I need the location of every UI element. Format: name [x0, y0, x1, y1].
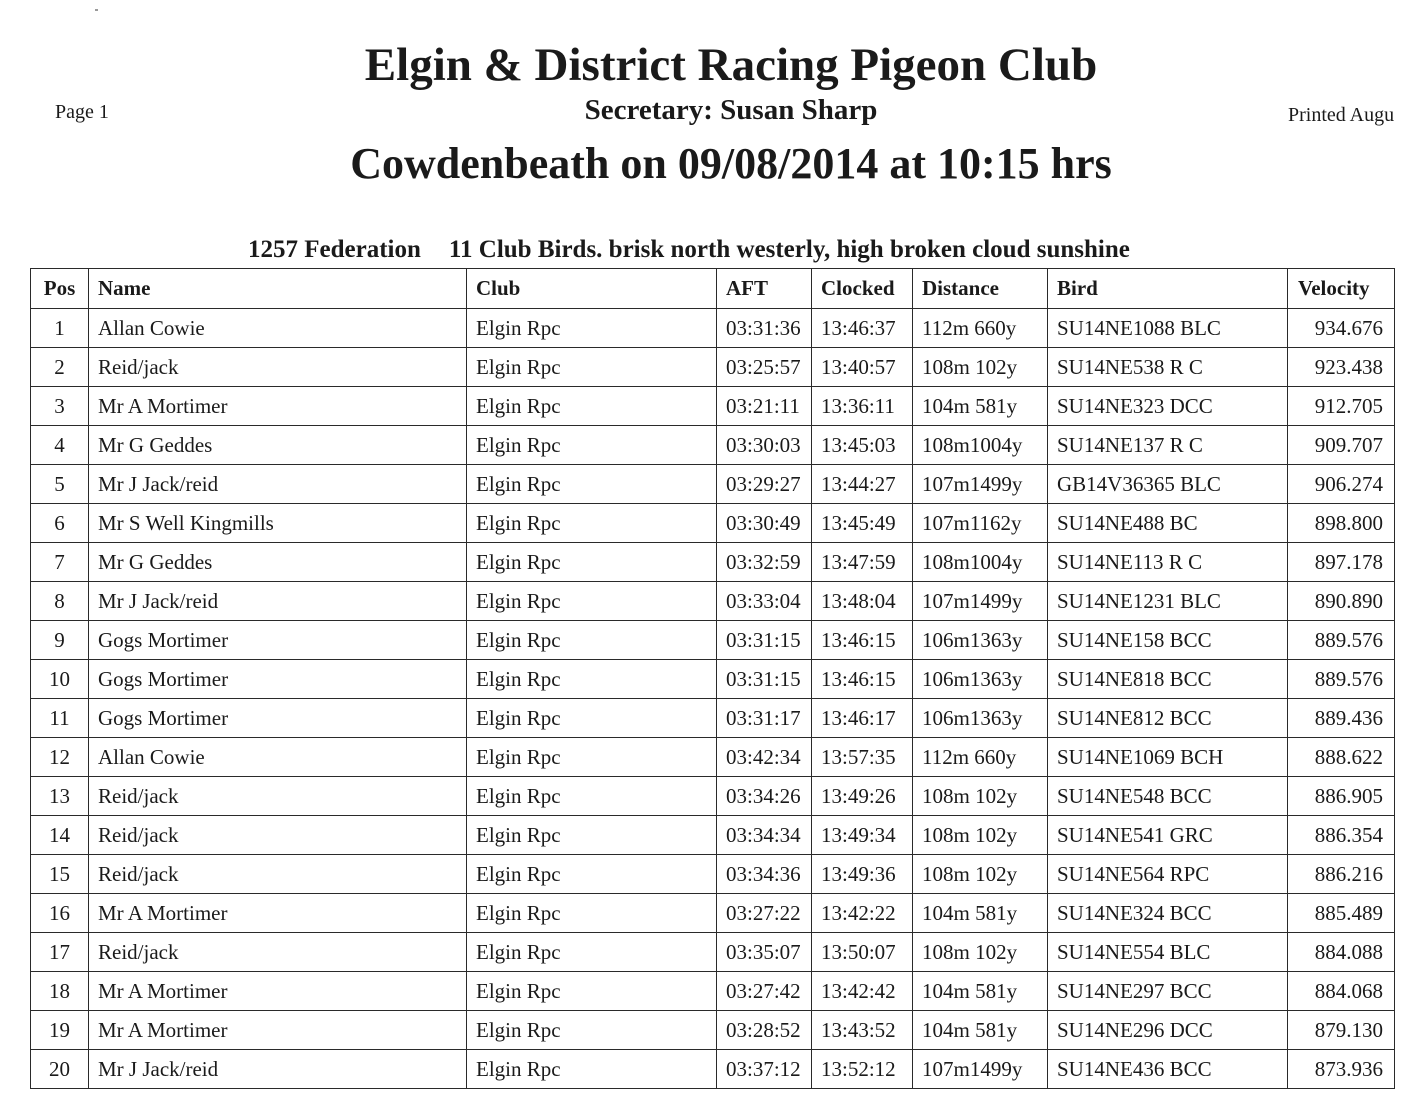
cell-name: Allan Cowie — [89, 309, 467, 348]
cell-aft: 03:30:03 — [717, 426, 812, 465]
cell-clocked: 13:44:27 — [812, 465, 913, 504]
cell-club: Elgin Rpc — [467, 1050, 717, 1089]
cell-aft: 03:34:26 — [717, 777, 812, 816]
cell-name: Allan Cowie — [89, 738, 467, 777]
race-conditions: 11 Club Birds. brisk north westerly, high broken cloud sunshine — [448, 236, 1130, 263]
cell-clocked: 13:48:04 — [812, 582, 913, 621]
cell-velocity: 884.088 — [1288, 933, 1395, 972]
cell-pos: 4 — [31, 426, 89, 465]
cell-velocity: 886.216 — [1288, 855, 1395, 894]
cell-bird: SU14NE488 BC — [1048, 504, 1288, 543]
cell-distance: 108m1004y — [913, 426, 1048, 465]
cell-club: Elgin Rpc — [467, 621, 717, 660]
cell-distance: 107m1499y — [913, 465, 1048, 504]
table-row — [31, 504, 1395, 543]
cell-name: Mr S Well Kingmills — [89, 504, 467, 543]
cell-velocity: 885.489 — [1288, 894, 1395, 933]
table-row — [31, 426, 1395, 465]
cell-distance: 106m1363y — [913, 660, 1048, 699]
cell-aft: 03:29:27 — [717, 465, 812, 504]
cell-name: Mr J Jack/reid — [89, 465, 467, 504]
cell-name: Mr G Geddes — [89, 426, 467, 465]
cell-club: Elgin Rpc — [467, 465, 717, 504]
club-title: Elgin & District Racing Pigeon Club — [364, 39, 1098, 91]
cell-bird: SU14NE323 DCC — [1048, 387, 1288, 426]
cell-bird: SU14NE548 BCC — [1048, 777, 1288, 816]
cell-aft: 03:31:17 — [717, 699, 812, 738]
cell-distance: 108m 102y — [913, 777, 1048, 816]
race-title: Cowdenbeath on 09/08/2014 at 10:15 hrs — [350, 139, 1112, 188]
cell-distance: 108m1004y — [913, 543, 1048, 582]
table-row — [31, 933, 1395, 972]
scan-speck — [95, 9, 98, 11]
cell-club: Elgin Rpc — [467, 1011, 717, 1050]
column-header-pos: Pos — [31, 269, 89, 309]
cell-club: Elgin Rpc — [467, 816, 717, 855]
table-row — [31, 621, 1395, 660]
cell-clocked: 13:46:37 — [812, 309, 913, 348]
cell-aft: 03:33:04 — [717, 582, 812, 621]
cell-pos: 2 — [31, 348, 89, 387]
cell-pos: 7 — [31, 543, 89, 582]
column-header-club: Club — [467, 269, 717, 309]
cell-distance: 107m1162y — [913, 504, 1048, 543]
cell-club: Elgin Rpc — [467, 855, 717, 894]
cell-velocity: 923.438 — [1288, 348, 1395, 387]
table-row — [31, 660, 1395, 699]
cell-pos: 20 — [31, 1050, 89, 1089]
table-header-row — [31, 269, 1395, 309]
cell-velocity: 909.707 — [1288, 426, 1395, 465]
cell-club: Elgin Rpc — [467, 972, 717, 1011]
table-row — [31, 894, 1395, 933]
cell-name: Reid/jack — [89, 816, 467, 855]
cell-pos: 8 — [31, 582, 89, 621]
cell-aft: 03:37:12 — [717, 1050, 812, 1089]
cell-aft: 03:28:52 — [717, 1011, 812, 1050]
cell-aft: 03:34:36 — [717, 855, 812, 894]
column-header-aft: AFT — [717, 269, 812, 309]
cell-velocity: 889.576 — [1288, 621, 1395, 660]
cell-club: Elgin Rpc — [467, 543, 717, 582]
cell-club: Elgin Rpc — [467, 504, 717, 543]
cell-velocity: 897.178 — [1288, 543, 1395, 582]
cell-clocked: 13:50:07 — [812, 933, 913, 972]
cell-clocked: 13:42:22 — [812, 894, 913, 933]
column-header-distance: Distance — [913, 269, 1048, 309]
cell-pos: 1 — [31, 309, 89, 348]
cell-clocked: 13:36:11 — [812, 387, 913, 426]
cell-clocked: 13:52:12 — [812, 1050, 913, 1089]
cell-name: Reid/jack — [89, 348, 467, 387]
cell-pos: 15 — [31, 855, 89, 894]
cell-name: Gogs Mortimer — [89, 699, 467, 738]
table-row — [31, 699, 1395, 738]
cell-pos: 18 — [31, 972, 89, 1011]
cell-club: Elgin Rpc — [467, 933, 717, 972]
cell-distance: 104m 581y — [913, 1011, 1048, 1050]
cell-distance: 104m 581y — [913, 387, 1048, 426]
cell-pos: 5 — [31, 465, 89, 504]
federation-label: 1257 Federation — [248, 236, 421, 263]
cell-bird: SU14NE296 DCC — [1048, 1011, 1288, 1050]
cell-aft: 03:31:15 — [717, 621, 812, 660]
cell-name: Mr A Mortimer — [89, 1011, 467, 1050]
cell-bird: SU14NE538 R C — [1048, 348, 1288, 387]
cell-aft: 03:42:34 — [717, 738, 812, 777]
table-row — [31, 543, 1395, 582]
cell-velocity: 873.936 — [1288, 1050, 1395, 1089]
cell-aft: 03:31:15 — [717, 660, 812, 699]
cell-distance: 104m 581y — [913, 972, 1048, 1011]
cell-distance: 108m 102y — [913, 933, 1048, 972]
cell-pos: 3 — [31, 387, 89, 426]
cell-velocity: 889.576 — [1288, 660, 1395, 699]
cell-velocity: 886.354 — [1288, 816, 1395, 855]
cell-aft: 03:35:07 — [717, 933, 812, 972]
cell-aft: 03:31:36 — [717, 309, 812, 348]
column-header-velocity: Velocity — [1288, 269, 1395, 309]
cell-distance: 112m 660y — [913, 738, 1048, 777]
table-row — [31, 309, 1395, 348]
table-row — [31, 582, 1395, 621]
column-header-clocked: Clocked — [812, 269, 913, 309]
cell-name: Reid/jack — [89, 933, 467, 972]
cell-club: Elgin Rpc — [467, 582, 717, 621]
cell-velocity: 886.905 — [1288, 777, 1395, 816]
cell-club: Elgin Rpc — [467, 387, 717, 426]
cell-distance: 106m1363y — [913, 621, 1048, 660]
cell-velocity: 934.676 — [1288, 309, 1395, 348]
cell-bird: SU14NE297 BCC — [1048, 972, 1288, 1011]
table-row — [31, 972, 1395, 1011]
cell-bird: SU14NE1069 BCH — [1048, 738, 1288, 777]
secretary-line: Secretary: Susan Sharp — [584, 94, 878, 126]
cell-clocked: 13:46:15 — [812, 621, 913, 660]
cell-distance: 107m1499y — [913, 1050, 1048, 1089]
cell-bird: SU14NE818 BCC — [1048, 660, 1288, 699]
table-row — [31, 777, 1395, 816]
cell-bird: GB14V36365 BLC — [1048, 465, 1288, 504]
cell-bird: SU14NE541 GRC — [1048, 816, 1288, 855]
table-row — [31, 1050, 1395, 1089]
cell-name: Gogs Mortimer — [89, 621, 467, 660]
cell-name: Reid/jack — [89, 855, 467, 894]
cell-club: Elgin Rpc — [467, 894, 717, 933]
cell-distance: 108m 102y — [913, 855, 1048, 894]
table-row — [31, 465, 1395, 504]
cell-aft: 03:32:59 — [717, 543, 812, 582]
cell-bird: SU14NE1231 BLC — [1048, 582, 1288, 621]
cell-name: Mr A Mortimer — [89, 894, 467, 933]
cell-bird: SU14NE812 BCC — [1048, 699, 1288, 738]
cell-clocked: 13:46:15 — [812, 660, 913, 699]
cell-velocity: 912.705 — [1288, 387, 1395, 426]
column-header-name: Name — [89, 269, 467, 309]
cell-club: Elgin Rpc — [467, 348, 717, 387]
cell-club: Elgin Rpc — [467, 699, 717, 738]
cell-distance: 108m 102y — [913, 816, 1048, 855]
cell-bird: SU14NE436 BCC — [1048, 1050, 1288, 1089]
cell-bird: SU14NE158 BCC — [1048, 621, 1288, 660]
table-row — [31, 855, 1395, 894]
cell-aft: 03:25:57 — [717, 348, 812, 387]
cell-clocked: 13:45:49 — [812, 504, 913, 543]
cell-pos: 10 — [31, 660, 89, 699]
cell-clocked: 13:49:34 — [812, 816, 913, 855]
cell-bird: SU14NE324 BCC — [1048, 894, 1288, 933]
cell-aft: 03:34:34 — [717, 816, 812, 855]
cell-clocked: 13:46:17 — [812, 699, 913, 738]
cell-distance: 104m 581y — [913, 894, 1048, 933]
cell-distance: 106m1363y — [913, 699, 1048, 738]
cell-velocity: 879.130 — [1288, 1011, 1395, 1050]
table-row — [31, 387, 1395, 426]
cell-pos: 6 — [31, 504, 89, 543]
cell-club: Elgin Rpc — [467, 309, 717, 348]
cell-name: Reid/jack — [89, 777, 467, 816]
cell-distance: 112m 660y — [913, 309, 1048, 348]
page-number: Page 1 — [55, 101, 109, 123]
cell-clocked: 13:47:59 — [812, 543, 913, 582]
column-header-bird: Bird — [1048, 269, 1288, 309]
cell-pos: 9 — [31, 621, 89, 660]
cell-clocked: 13:40:57 — [812, 348, 913, 387]
cell-pos: 19 — [31, 1011, 89, 1050]
printed-date: Printed Augu — [1288, 104, 1395, 126]
cell-pos: 12 — [31, 738, 89, 777]
table-row — [31, 738, 1395, 777]
cell-pos: 13 — [31, 777, 89, 816]
cell-clocked: 13:43:52 — [812, 1011, 913, 1050]
cell-clocked: 13:57:35 — [812, 738, 913, 777]
cell-name: Gogs Mortimer — [89, 660, 467, 699]
table-row — [31, 1011, 1395, 1050]
cell-bird: SU14NE113 R C — [1048, 543, 1288, 582]
cell-velocity: 884.068 — [1288, 972, 1395, 1011]
cell-pos: 16 — [31, 894, 89, 933]
cell-aft: 03:27:22 — [717, 894, 812, 933]
cell-distance: 107m1499y — [913, 582, 1048, 621]
cell-aft: 03:30:49 — [717, 504, 812, 543]
cell-clocked: 13:45:03 — [812, 426, 913, 465]
cell-name: Mr A Mortimer — [89, 972, 467, 1011]
cell-club: Elgin Rpc — [467, 426, 717, 465]
cell-bird: SU14NE1088 BLC — [1048, 309, 1288, 348]
cell-clocked: 13:42:42 — [812, 972, 913, 1011]
cell-name: Mr J Jack/reid — [89, 1050, 467, 1089]
cell-clocked: 13:49:36 — [812, 855, 913, 894]
cell-club: Elgin Rpc — [467, 660, 717, 699]
cell-velocity: 906.274 — [1288, 465, 1395, 504]
cell-clocked: 13:49:26 — [812, 777, 913, 816]
cell-pos: 14 — [31, 816, 89, 855]
cell-bird: SU14NE137 R C — [1048, 426, 1288, 465]
race-info-line — [248, 234, 1130, 266]
cell-velocity: 889.436 — [1288, 699, 1395, 738]
cell-name: Mr J Jack/reid — [89, 582, 467, 621]
cell-pos: 17 — [31, 933, 89, 972]
cell-velocity: 888.622 — [1288, 738, 1395, 777]
cell-bird: SU14NE554 BLC — [1048, 933, 1288, 972]
cell-bird: SU14NE564 RPC — [1048, 855, 1288, 894]
cell-aft: 03:21:11 — [717, 387, 812, 426]
table-row — [31, 816, 1395, 855]
cell-name: Mr A Mortimer — [89, 387, 467, 426]
cell-pos: 11 — [31, 699, 89, 738]
cell-velocity: 898.800 — [1288, 504, 1395, 543]
results-table — [30, 268, 1395, 1089]
cell-aft: 03:27:42 — [717, 972, 812, 1011]
cell-velocity: 890.890 — [1288, 582, 1395, 621]
cell-club: Elgin Rpc — [467, 777, 717, 816]
cell-distance: 108m 102y — [913, 348, 1048, 387]
cell-name: Mr G Geddes — [89, 543, 467, 582]
results-body — [31, 309, 1395, 1089]
cell-club: Elgin Rpc — [467, 738, 717, 777]
table-row — [31, 348, 1395, 387]
